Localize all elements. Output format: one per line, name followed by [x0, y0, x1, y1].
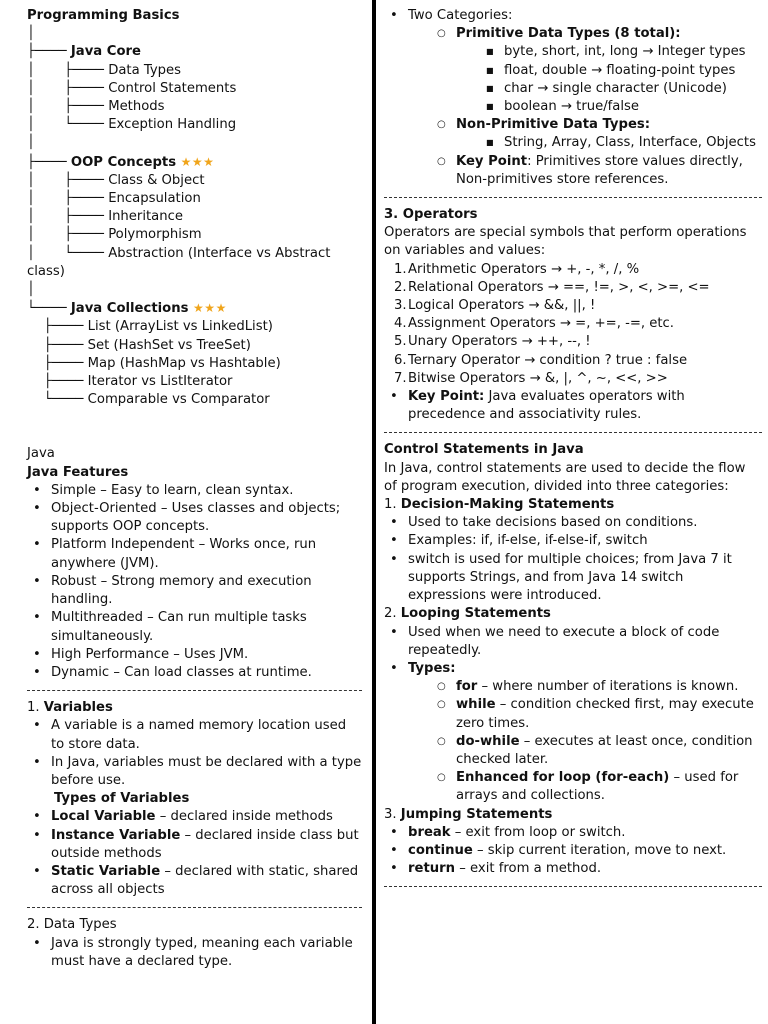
- tree-connector: │ ├────: [27, 80, 109, 96]
- section-divider: [384, 886, 762, 887]
- tree-node: Data Types: [108, 62, 182, 78]
- list-item: ■ float, double → floating-point types: [480, 62, 762, 80]
- tree-connector: │ ├────: [27, 172, 109, 188]
- tree-node: Comparable vs Comparator: [87, 392, 270, 408]
- item-desc: – exit from loop or switch.: [450, 824, 626, 840]
- topic-tree: [27, 7, 362, 409]
- list-item: • A variable is a named memory location used to store data.: [27, 717, 362, 753]
- item-desc: – Uses JVM.: [169, 646, 249, 662]
- list-item: [384, 860, 762, 878]
- control-intro: In Java, control statements are used to decide the flow of program execution, divided into three categories:: [384, 460, 746, 494]
- item-desc: – declared inside methods: [155, 809, 333, 825]
- tree-line: [27, 373, 362, 391]
- list-item: [384, 660, 762, 806]
- tree-node: List (ArrayList vs LinkedList): [87, 319, 273, 335]
- tree-line: [27, 80, 362, 98]
- tree-connector: │ ├────: [27, 209, 109, 225]
- decision-number: 1.: [384, 497, 401, 513]
- list-item: • In Java, variables must be declared with a type before use.: [27, 754, 362, 790]
- tree-connector: │ ├────: [27, 191, 109, 207]
- list-item: [27, 609, 362, 645]
- operators-intro: Operators are special symbols that perform operations on variables and values:: [384, 225, 747, 259]
- column-divider: [372, 0, 376, 1024]
- tree-node: Abstraction (Interface vs Abstract: [108, 245, 331, 261]
- primitive-title: Primitive Data Types (8 total):: [456, 26, 681, 42]
- item-name: Enhanced for loop (for-each): [456, 770, 670, 786]
- item-desc: – condition checked first, may execute zero times.: [456, 697, 754, 731]
- tree-node: Exception Handling: [108, 117, 237, 133]
- types-of-variables-title: Types of Variables: [54, 791, 190, 807]
- tree-line: [27, 391, 362, 409]
- java-heading: Java: [27, 446, 55, 462]
- variable-types-list: [27, 808, 362, 899]
- tree-node: Set (HashSet vs TreeSet): [87, 337, 251, 353]
- list-item: Logical Operators → &&, ||, !: [408, 298, 596, 314]
- looping-heading: [384, 605, 762, 623]
- item-name: return: [408, 861, 456, 877]
- tree-line: [27, 98, 362, 116]
- list-item: [27, 500, 362, 536]
- two-categories-label: Two Categories:: [408, 8, 513, 23]
- control-title: Control Statements in Java: [384, 442, 584, 458]
- tree-line: [27, 337, 362, 355]
- tree-line: [27, 153, 362, 172]
- variables-title: Variables: [43, 700, 113, 716]
- item-desc: – declared inside class but outside methods: [51, 827, 359, 861]
- list-item: [384, 7, 762, 189]
- item-name: while: [456, 697, 496, 713]
- list-item: [432, 696, 762, 732]
- item-name: Simple: [51, 482, 97, 498]
- item-name: continue: [408, 842, 473, 858]
- tree-line: [27, 208, 362, 226]
- tree-node: class): [27, 263, 65, 279]
- list-item: [432, 769, 762, 805]
- tree-line: [27, 226, 362, 244]
- tree-line: [27, 134, 362, 152]
- list-item: • Examples: if, if-else, if-else-if, switch: [384, 532, 762, 550]
- data-types-categories: [384, 7, 762, 189]
- list-item: • Java is strongly typed, meaning each variable must have a declared type.: [27, 935, 362, 971]
- tree-line: [27, 7, 362, 25]
- keypoint-label: Key Point:: [408, 389, 485, 405]
- decision-title: Decision-Making Statements: [400, 497, 615, 513]
- list-item: [432, 733, 762, 769]
- tree-node: Programming Basics: [27, 8, 180, 23]
- tree-line: [27, 190, 362, 208]
- item-name: do-while: [456, 733, 520, 749]
- tree-node: Java Collections: [70, 301, 194, 317]
- list-item: • Used to take decisions based on conditions.: [384, 514, 762, 532]
- star-rating-icon: ★★★: [180, 154, 215, 169]
- tree-connector: │: [27, 135, 35, 151]
- list-item: Relational Operators → ==, !=, >, <, >=, <=: [408, 279, 710, 295]
- list-item: Assignment Operators → =, +=, -=, etc.: [408, 316, 675, 332]
- item-name: Robust: [51, 573, 97, 589]
- tree-connector: │ └────: [27, 117, 109, 133]
- list-item: [432, 678, 762, 696]
- tree-connector: │ └────: [27, 245, 109, 261]
- tree-connector: ├────: [27, 319, 88, 335]
- item-name: Platform Independent: [51, 537, 195, 553]
- section-divider: [384, 432, 762, 433]
- variables-points: [27, 717, 362, 790]
- list-item: [384, 388, 762, 424]
- nonprimitive-list: [480, 134, 762, 152]
- tree-connector: └────: [27, 392, 88, 408]
- tree-node: Class & Object: [108, 172, 205, 188]
- item-desc: – Can run multiple tasks simultaneously.: [51, 610, 307, 644]
- tree-node: Map (HashMap vs Hashtable): [87, 355, 281, 371]
- item-desc: – Uses classes and objects; supports OOP concepts.: [51, 501, 341, 535]
- list-item: [27, 536, 362, 572]
- data-types-title: 2. Data Types: [27, 917, 117, 933]
- tree-line: [27, 299, 362, 318]
- tree-node: OOP Concepts: [70, 154, 181, 170]
- variables-number: 1.: [27, 700, 44, 716]
- item-desc: – Easy to learn, clean syntax.: [96, 482, 294, 498]
- tree-node: Control Statements: [108, 80, 237, 96]
- item-desc: – Works once, run anywhere (JVM).: [51, 537, 317, 571]
- primitive-list: [480, 43, 762, 116]
- list-item: [384, 824, 762, 842]
- operators-list: [384, 261, 762, 388]
- item-name: High Performance: [51, 646, 170, 662]
- tree-node: Iterator vs ListIterator: [87, 374, 233, 390]
- keypoint-text: : Primitives store values directly, Non-primitives store references.: [456, 153, 743, 187]
- star-rating-icon: ★★★: [193, 301, 227, 316]
- list-item: [27, 664, 362, 682]
- list-item: [27, 863, 362, 899]
- list-item: Arithmetic Operators → +, -, *, /, %: [408, 261, 640, 277]
- tree-line: [27, 25, 362, 43]
- item-name: Multithreaded: [51, 610, 143, 626]
- list-item: ■ char → single character (Unicode): [480, 80, 762, 98]
- list-item: [432, 153, 762, 189]
- loop-types-list: [432, 678, 762, 805]
- item-name: for: [456, 679, 478, 695]
- list-item: Bitwise Operators → &, |, ^, ~, <<, >>: [408, 370, 668, 386]
- jumping-list: [384, 824, 762, 879]
- tree-connector: ├────: [27, 44, 71, 60]
- jumping-heading: [384, 806, 762, 824]
- tree-line: [27, 318, 362, 336]
- right-column: [377, 0, 768, 1024]
- item-desc: – skip current iteration, move to next.: [472, 842, 727, 858]
- tree-connector: │: [27, 282, 35, 298]
- list-item: ■ byte, short, int, long → Integer types: [480, 43, 762, 61]
- item-desc: – executes at least once, condition checked later.: [456, 733, 753, 767]
- looping-number: 2.: [384, 606, 401, 622]
- list-item: ■ String, Array, Class, Interface, Objects: [480, 134, 762, 152]
- tree-line: [27, 43, 362, 61]
- list-item: Ternary Operator → condition ? true : false: [408, 352, 688, 368]
- list-item: [27, 482, 362, 500]
- list-item: [27, 827, 362, 863]
- tree-connector: ├────: [27, 355, 88, 371]
- item-desc: – where number of iterations is known.: [477, 679, 739, 695]
- operators-keypoint: [384, 388, 762, 424]
- tree-node: Methods: [108, 99, 165, 115]
- tree-connector: ├────: [27, 337, 88, 353]
- list-item: ■ boolean → true/false: [480, 98, 762, 116]
- variables-heading: [27, 699, 362, 717]
- tree-line: [27, 172, 362, 190]
- list-item: [27, 808, 362, 826]
- category-list: [432, 25, 762, 189]
- left-column: [0, 0, 372, 1024]
- item-desc: – declared with static, shared across all objects: [51, 863, 359, 898]
- list-item: [27, 646, 362, 664]
- keypoint-text: Java evaluates operators with precedence and associativity rules.: [408, 389, 685, 423]
- types-label: Types:: [408, 660, 456, 676]
- item-desc: – Strong memory and execution handling.: [51, 573, 312, 608]
- java-features-list: [27, 482, 362, 682]
- tree-connector: ├────: [27, 374, 88, 390]
- tree-node: Polymorphism: [108, 227, 202, 243]
- list-item: [432, 25, 762, 116]
- decision-heading: [384, 496, 762, 514]
- jumping-title: Jumping Statements: [400, 806, 553, 822]
- tree-node: Inheritance: [108, 209, 183, 225]
- tree-line: [27, 281, 362, 299]
- list-item: [384, 842, 762, 860]
- tree-connector: └────: [27, 301, 71, 317]
- tree-node: Java Core: [70, 44, 141, 60]
- item-name: Local Variable: [51, 809, 156, 825]
- list-item: [27, 573, 362, 609]
- item-name: break: [408, 824, 451, 840]
- item-desc: – Can load classes at runtime.: [109, 664, 312, 680]
- tree-line: [27, 62, 362, 80]
- nonprimitive-title: Non-Primitive Data Types:: [456, 117, 651, 133]
- section-divider: [27, 907, 362, 908]
- list-item: Unary Operators → ++, --, !: [408, 334, 591, 350]
- looping-list: [384, 624, 762, 806]
- list-item: • Used when we need to execute a block of code repeatedly.: [384, 624, 762, 660]
- java-features-title: Java Features: [27, 464, 129, 480]
- data-types-points: [27, 935, 362, 971]
- item-name: Instance Variable: [51, 827, 181, 843]
- item-name: Object-Oriented: [51, 501, 157, 517]
- section-divider: [384, 197, 762, 198]
- item-name: Dynamic: [51, 664, 110, 680]
- tree-line: [27, 263, 362, 281]
- item-name: Static Variable: [51, 863, 161, 879]
- tree-connector: │: [27, 26, 35, 42]
- section-divider: [27, 690, 362, 691]
- looping-title: Looping Statements: [400, 606, 551, 622]
- tree-connector: │ ├────: [27, 227, 109, 243]
- item-desc: – used for arrays and collections.: [456, 770, 739, 804]
- decision-list: [384, 514, 762, 605]
- operators-title: 3. Operators: [384, 207, 478, 223]
- list-item: [432, 116, 762, 152]
- item-desc: – exit from a method.: [455, 861, 602, 877]
- tree-connector: ├────: [27, 154, 71, 170]
- tree-line: [27, 355, 362, 373]
- tree-line: [27, 245, 362, 263]
- jumping-number: 3.: [384, 806, 401, 822]
- keypoint-label: Key Point: [456, 153, 528, 169]
- list-item: • switch is used for multiple choices; from Java 7 it supports Strings, and from Java 14 switch expressions were introduced.: [384, 551, 762, 606]
- tree-connector: │ ├────: [27, 99, 109, 115]
- tree-connector: │ ├────: [27, 62, 109, 78]
- tree-line: [27, 116, 362, 134]
- tree-node: Encapsulation: [108, 191, 201, 207]
